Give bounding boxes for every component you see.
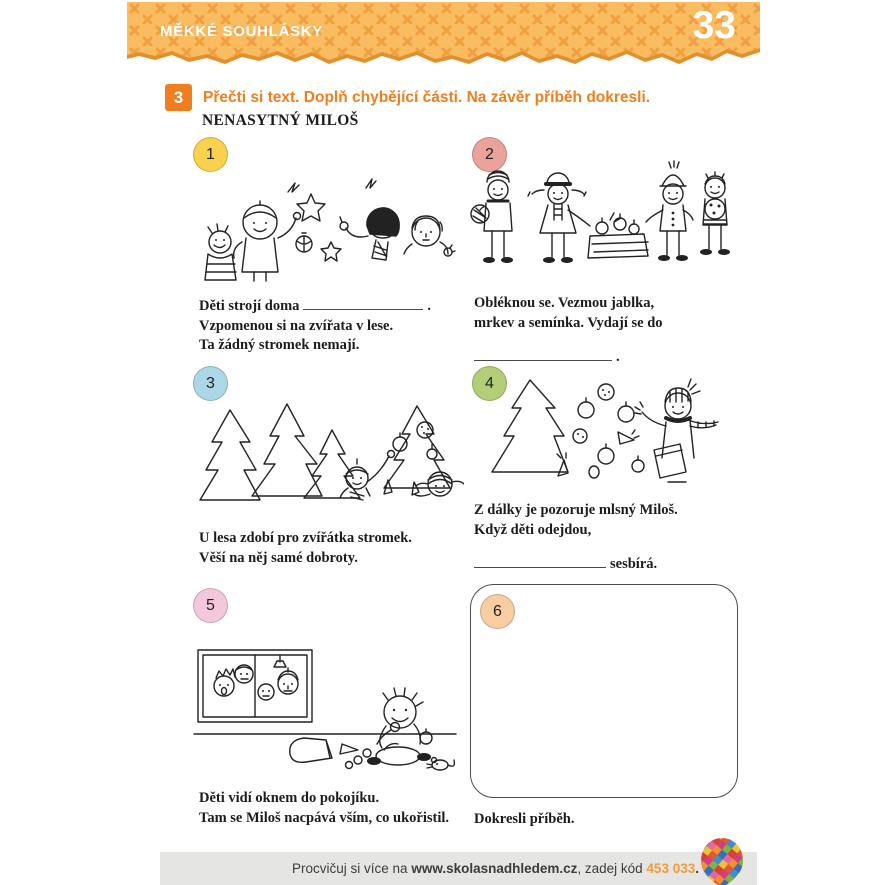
illustration-children-watching-milos-through-window (192, 634, 458, 778)
panel-4-badge: 4 (472, 366, 507, 401)
footer-bar (160, 852, 757, 885)
panel-2-badge: 2 (472, 137, 507, 172)
panel-1-text: Děti strojí doma . Vzpomenou si na zvířata v lese. Ta žádný stromek nemají. (199, 298, 432, 353)
panel-3-badge: 3 (193, 366, 228, 401)
illustration-children-decorating-tree-by-forest (192, 396, 464, 524)
panel-4-text: Z dálky je pozoruje mlsný Miloš. Když děti odejdou, sesbírá. (474, 502, 678, 572)
panel-3-text: U lesa zdobí pro zvířátka stromek. Věší na něj samé dobroty. (199, 530, 412, 566)
illustration-children-dressed-carrying-box (468, 156, 736, 290)
story-title: NENASYTNÝ MILOŠ (202, 112, 359, 129)
fill-in-blank-1[interactable] (303, 297, 423, 310)
fill-in-blank-2[interactable] (474, 348, 612, 361)
exercise-number-box: 3 (165, 84, 192, 111)
footer-text-prefix: Procvičuj si více na (292, 861, 412, 876)
header-band (127, 2, 760, 72)
panel-6-badge: 6 (480, 594, 515, 629)
illustration-milos-watching-tree-with-treats (468, 374, 740, 492)
panel-5-text: Děti vidí oknem do pokojíku. Tam se Miloš nacpává vším, co ukořistil. (199, 790, 450, 826)
panel-6-caption: Dokresli příběh. (474, 811, 575, 827)
drawing-box[interactable] (470, 584, 738, 798)
panel-5-badge: 5 (193, 588, 228, 623)
fill-in-blank-4[interactable] (474, 555, 606, 568)
panel-2-text: Obléknou se. Vezmou jablka, mrkev a semínka. Vydají se do . (474, 295, 663, 365)
footer-url: www.skolasnadhledem.cz (411, 861, 578, 876)
panel-1-badge: 1 (193, 137, 228, 172)
footer-text-suffix: . (695, 861, 699, 876)
page-number: 33 (692, 4, 736, 47)
balloon-logo-icon (696, 837, 748, 885)
footer-text-middle: , zadej kód (577, 861, 647, 876)
chapter-title: MĚKKÉ SOUHLÁSKY (160, 23, 324, 40)
illustration-children-decorating-at-home (198, 176, 456, 294)
exercise-instruction: Přečti si text. Doplň chybějící části. Na závěr příběh dokresli. (203, 89, 651, 106)
footer-code: 453 033 (646, 861, 696, 876)
